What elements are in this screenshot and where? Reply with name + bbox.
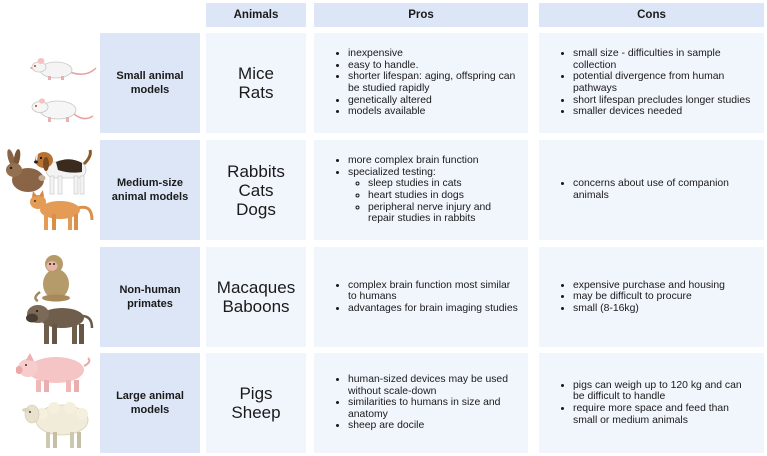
pro-item-text: specialized testing:	[348, 166, 436, 178]
header-pros: Pros	[314, 3, 528, 27]
sheep-icon	[20, 398, 94, 450]
con-item: • smaller devices needed	[573, 106, 754, 118]
con-item: • expensive purchase and housing	[573, 280, 725, 292]
pros-small	[314, 33, 528, 133]
category-large	[100, 353, 200, 453]
cons-medium	[539, 140, 764, 240]
pro-item: • complex brain function most similar to humans	[348, 280, 518, 303]
macaque-icon	[30, 252, 76, 302]
baboon-icon	[24, 302, 96, 346]
animals-large	[206, 353, 306, 453]
animals-medium	[206, 140, 306, 240]
cons-large	[539, 353, 764, 453]
pro-item: • models available	[348, 106, 518, 118]
animals-primates	[206, 247, 306, 347]
category-label: Non-human primates	[119, 284, 181, 310]
animal-name: Dogs	[236, 199, 276, 219]
animal-name: Sheep	[231, 403, 281, 422]
animal-name: Baboons	[222, 297, 290, 316]
pro-item: • similarities to humans in size and anatomy	[348, 397, 518, 420]
con-item: • short lifespan precludes longer studies	[573, 95, 754, 107]
pig-icon	[16, 352, 94, 394]
animals-small	[206, 33, 306, 133]
con-item: • require more space and feed than small or medium animals	[573, 403, 754, 426]
pro-item: • easy to handle.	[348, 60, 518, 72]
animal-name: Rabbits	[227, 161, 285, 181]
pros-primates	[314, 247, 528, 347]
con-item: • small size - difficulties in sample collection	[573, 48, 754, 71]
pro-item: • genetically altered	[348, 95, 518, 107]
cat-icon	[26, 190, 96, 232]
cons-primates	[539, 247, 764, 347]
pro-subitem: ◦ heart studies in dogs	[368, 190, 518, 202]
con-item: • may be difficult to procure	[573, 291, 725, 303]
animal-name: Cats	[238, 180, 274, 200]
category-primates	[100, 247, 200, 347]
pros-medium	[314, 140, 528, 240]
con-item: • concerns about use of companion animals	[573, 178, 754, 201]
pro-item: • advantages for brain imaging studies	[348, 303, 518, 315]
animal-name: Rats	[238, 83, 274, 102]
pro-item: • more complex brain function	[348, 155, 518, 167]
cons-small	[539, 33, 764, 133]
category-label: Large animal models	[116, 390, 184, 416]
category-label: Small animal models	[116, 70, 184, 96]
category-medium	[100, 140, 200, 240]
pro-item: • sheep are docile	[348, 420, 518, 432]
pro-item	[348, 167, 518, 225]
con-item: • pigs can weigh up to 120 kg and can be difficult to handle	[573, 380, 754, 403]
con-item: • small (8-16kg)	[573, 303, 725, 315]
rat-icon	[30, 92, 95, 124]
pro-subitem: ◦ sleep studies in cats	[368, 178, 518, 190]
pro-item: • human-sized devices may be used without scale-down	[348, 374, 518, 397]
category-label: Medium-size animal models	[111, 177, 189, 203]
con-item: • potential divergence from human pathways	[573, 71, 754, 94]
animal-name: Macaques	[216, 278, 296, 297]
animal-name: Pigs	[239, 384, 273, 403]
pro-subitem: ◦ peripheral nerve injury and repair studies in rabbits	[368, 202, 518, 225]
pro-item: • shorter lifespan: aging, offspring can be studied rapidly	[348, 71, 518, 94]
pros-large	[314, 353, 528, 453]
category-small	[100, 33, 200, 133]
pro-item: • inexpensive	[348, 48, 518, 60]
header-animals: Animals	[206, 3, 306, 27]
animal-name: Mice	[238, 64, 274, 83]
header-cons: Cons	[539, 3, 764, 27]
mouse-icon	[28, 52, 98, 82]
